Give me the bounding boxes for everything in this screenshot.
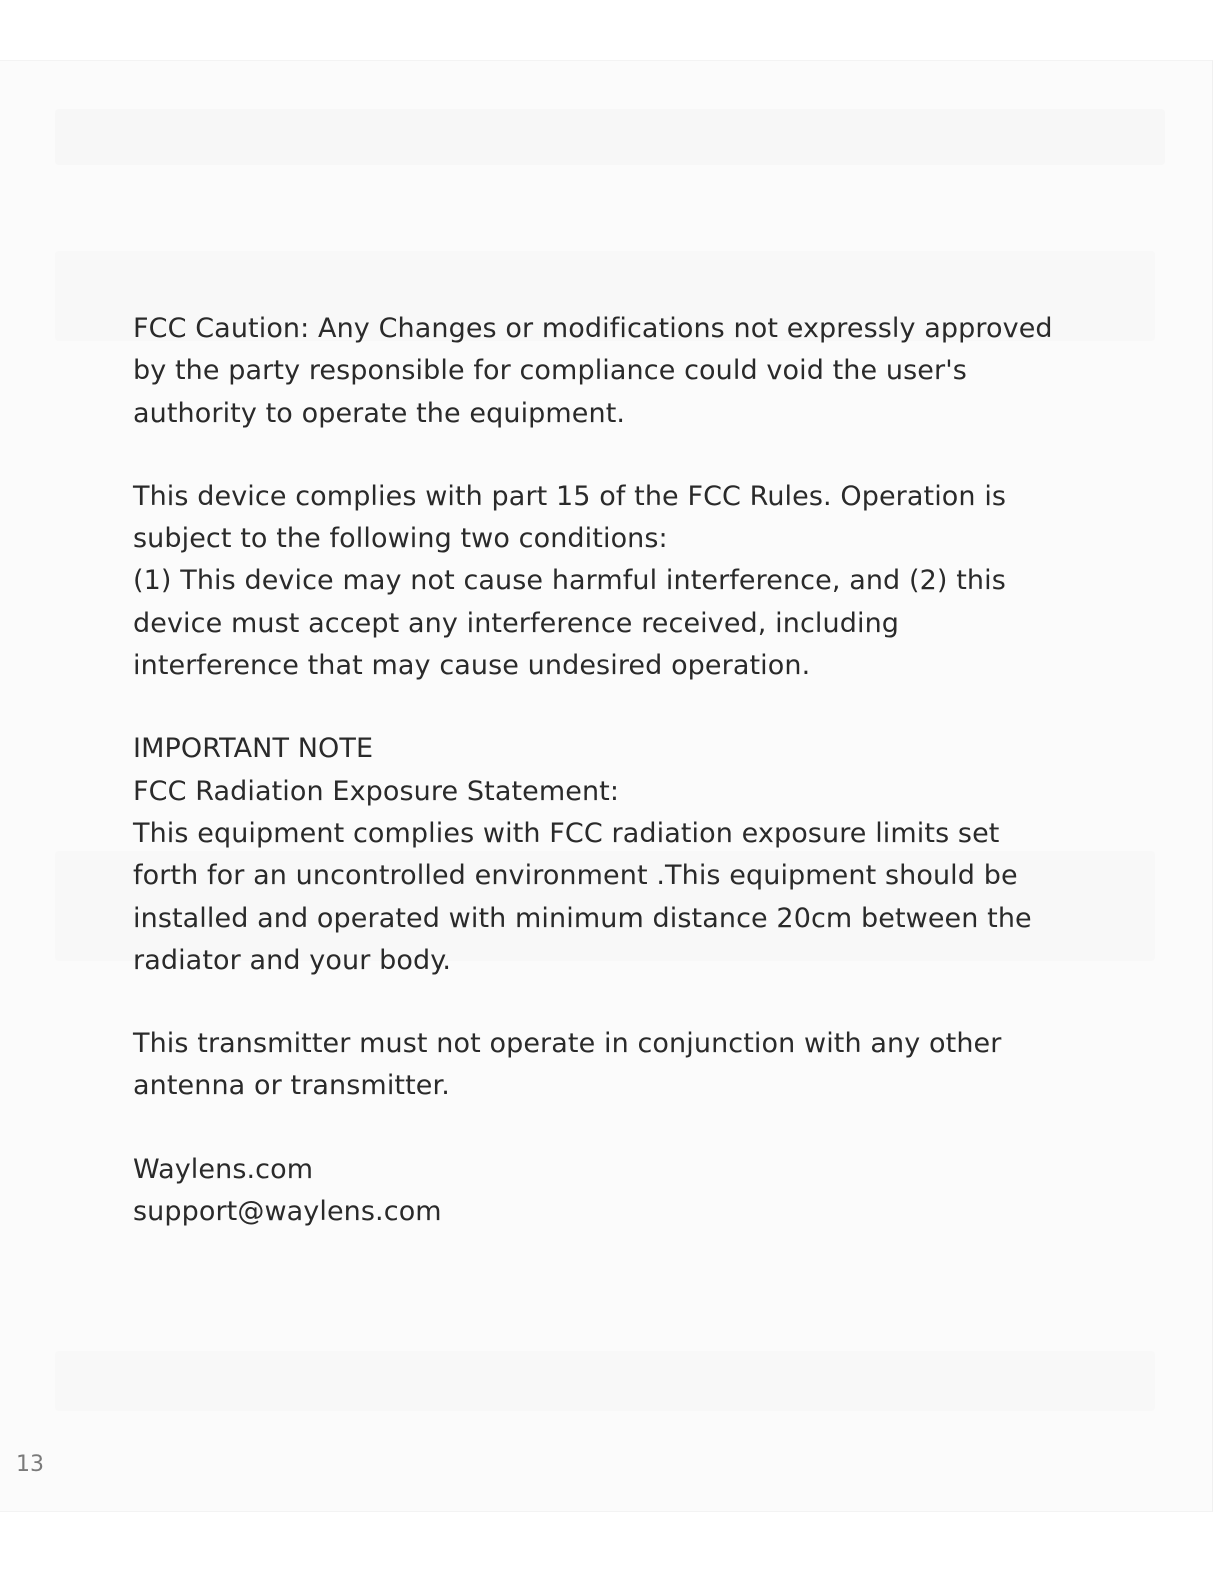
part15-compliance-paragraph bbox=[133, 476, 1113, 687]
text-line: forth for an uncontrolled environment .This equipment should be bbox=[133, 860, 1018, 892]
text-line: authority to operate the equipment. bbox=[133, 397, 626, 429]
text-line: FCC Radiation Exposure Statement: bbox=[133, 775, 620, 807]
contact-paragraph bbox=[133, 1149, 1113, 1234]
document-body bbox=[133, 308, 1113, 1274]
text-line: This equipment complies with FCC radiation exposure limits set bbox=[133, 817, 1000, 849]
text-line: FCC Caution: Any Changes or modifications not expressly approved bbox=[133, 313, 1053, 344]
show-through-title bbox=[55, 109, 1165, 165]
text-line: device must accept any interference received, including bbox=[133, 607, 900, 639]
page-number: 13 bbox=[16, 1452, 44, 1477]
section-heading: IMPORTANT NOTE bbox=[133, 733, 374, 765]
text-line: (1) This device may not cause harmful interference, and (2) this bbox=[133, 565, 1006, 597]
show-through-band bbox=[55, 1351, 1155, 1411]
fcc-caution-paragraph bbox=[133, 308, 1113, 435]
text-line: by the party responsible for compliance could void the user's bbox=[133, 355, 967, 387]
support-email-text: support@waylens.com bbox=[133, 1196, 442, 1228]
text-line: This device complies with part 15 of the FCC Rules. Operation is bbox=[133, 480, 1007, 512]
text-line: interference that may cause undesired operation. bbox=[133, 650, 811, 682]
text-line: installed and operated with minimum distance 20cm between the bbox=[133, 902, 1032, 934]
text-line: antenna or transmitter. bbox=[133, 1070, 450, 1102]
text-line: radiator and your body. bbox=[133, 944, 452, 976]
text-line: This transmitter must not operate in conjunction with any other bbox=[133, 1028, 1002, 1060]
radiation-exposure-paragraph bbox=[133, 728, 1113, 982]
text-line: subject to the following two conditions: bbox=[133, 523, 668, 555]
website-text: Waylens.com bbox=[133, 1153, 314, 1185]
transmitter-paragraph bbox=[133, 1023, 1113, 1108]
